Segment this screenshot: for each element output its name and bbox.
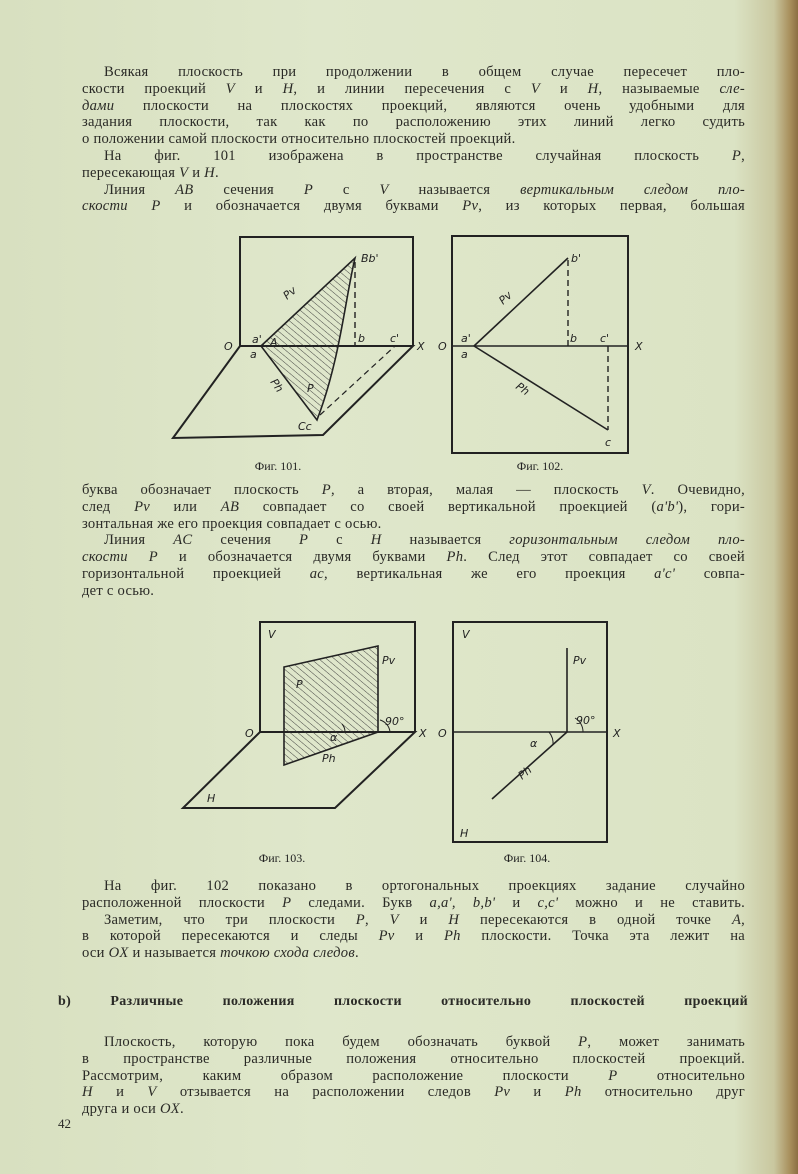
fig101-caption: Фиг. 101.	[254, 459, 302, 473]
text-segment: , вертикальная же его проекция	[324, 565, 655, 582]
fig101-label-p: P	[307, 382, 314, 395]
fig103-label-o: O	[245, 727, 254, 740]
text-segment: . След этот совпадает со своей	[463, 549, 745, 566]
text-segment: . Очевидно,	[650, 482, 745, 498]
text-segment: Линия	[104, 532, 174, 549]
text-segment: , а вторая, малая — плоскость	[330, 482, 642, 498]
italic-text: дами	[82, 97, 115, 114]
italic-text: скости P	[82, 198, 161, 215]
text-segment: дет с осью.	[82, 582, 155, 599]
text-segment: пересекаются в одной точке	[459, 911, 732, 928]
italic-text: H	[370, 532, 382, 549]
fig104-label-x: X	[613, 727, 621, 740]
fig103-label-h: H	[207, 792, 216, 805]
fig101-label-bb: Bb'	[361, 252, 379, 265]
italic-text: H	[448, 911, 460, 928]
italic-text: V	[225, 80, 235, 97]
text-segment: и	[188, 164, 205, 181]
italic-text: P	[578, 1034, 588, 1050]
fig104-label-o: O	[438, 727, 447, 740]
text-segment: скости проекций	[82, 80, 226, 97]
fig101-label-a: a	[250, 348, 257, 361]
text-segment: расположенной плоскости	[82, 894, 283, 911]
text-segment: сечения	[193, 181, 304, 198]
fig102-label-c: c	[605, 436, 612, 449]
italic-text: Pv	[462, 198, 479, 215]
italic-text: P	[303, 181, 314, 198]
italic-text: H	[82, 1084, 93, 1101]
italic-text: AC	[173, 532, 193, 549]
italic-text: Pv	[494, 1084, 511, 1101]
italic-text: V	[389, 911, 399, 928]
fig101-label-pv: Pv	[280, 283, 300, 303]
italic-text: ac	[309, 565, 325, 582]
text-segment: следами. Букв	[291, 894, 430, 911]
text-segment: горизонтальной проекцией	[82, 565, 310, 582]
italic-text: V	[179, 164, 189, 181]
italic-text: P	[321, 482, 331, 498]
fig104-label-alpha: α	[530, 737, 538, 750]
fig104-label-ph: Ph	[515, 763, 535, 783]
italic-text: V	[641, 482, 651, 498]
italic-text: c,c'	[537, 894, 559, 911]
fig104-caption: Фиг. 104.	[503, 851, 551, 865]
fig104-label-90deg: 90°	[576, 714, 596, 727]
fig101-label-c-prime: c'	[390, 332, 400, 345]
italic-text: точкою схода следов	[220, 945, 355, 962]
text-segment: относительно	[617, 1067, 745, 1084]
italic-text: H	[204, 164, 215, 181]
fig102-label-x: X	[635, 340, 643, 353]
fig102-label-b: b	[570, 332, 577, 345]
text-segment: ), гори-	[678, 498, 746, 515]
text-segment: называется	[381, 532, 510, 549]
italic-text: AB	[175, 181, 194, 198]
fig101-label-A: A	[270, 336, 278, 349]
fig103-label-x: X	[419, 727, 427, 740]
text-segment: и	[398, 911, 449, 928]
fig103-label-alpha: α	[330, 731, 338, 744]
italic-text: a,a', b,b'	[429, 894, 496, 911]
fig102-label-o: O	[438, 340, 447, 353]
fig103-label-p: P	[296, 678, 303, 691]
italic-text: горизонтальным следом пло-	[509, 532, 745, 549]
figure-103	[183, 622, 415, 808]
text-segment: ,	[741, 147, 745, 164]
fig102-caption: Фиг. 102.	[516, 459, 564, 473]
figure-101	[173, 237, 413, 438]
italic-text: V	[530, 80, 541, 97]
text-segment: , из которых первая, большая	[478, 198, 745, 215]
text-segment: называется	[388, 181, 521, 198]
text-segment: ,	[741, 911, 746, 928]
fig102-label-c-prime: c'	[600, 332, 610, 345]
text-segment: На фиг. 102 показано в ортогональных проекциях задание случайно	[104, 878, 745, 894]
fig101-label-x: X	[417, 340, 425, 353]
italic-text: P	[731, 147, 742, 164]
italic-text: Ph	[444, 928, 461, 945]
fig104-label-v: V	[462, 628, 470, 641]
text-segment: ,	[364, 911, 390, 928]
italic-text: P	[298, 532, 309, 549]
text-segment: Линия	[104, 181, 176, 198]
text-segment: относительно друг	[581, 1084, 746, 1101]
text-segment: в которой пересекаются и следы	[82, 928, 379, 945]
text-segment: и	[510, 1084, 565, 1101]
fig102-label-a-prime: a'	[461, 332, 471, 345]
fig101-label-a-prime: a'	[252, 333, 262, 346]
text-segment: и	[92, 1084, 148, 1101]
text-segment: о положении самой плоскости относительно плоскостей проекций.	[82, 131, 516, 148]
italic-text: Pv	[134, 498, 150, 515]
text-segment: в пространстве различные положения относительно плоскостей проекций.	[82, 1050, 745, 1067]
text-segment: с	[308, 532, 371, 549]
text-segment: и	[540, 80, 588, 97]
italic-text: P	[355, 911, 365, 928]
text-segment: след	[82, 498, 135, 515]
italic-text: OX	[108, 945, 129, 962]
italic-text: AB	[220, 498, 240, 515]
text-segment: с	[313, 181, 380, 198]
fig103-label-90deg: 90°	[385, 715, 405, 728]
text-segment: зонтальная же его проекция совпадает с осью.	[82, 515, 382, 532]
italic-text: Ph	[564, 1084, 582, 1101]
fig102-label-b-prime: b'	[571, 252, 582, 265]
text-segment: На фиг. 101 изображена в пространстве случайная плоскость	[104, 147, 732, 164]
italic-text: OX	[160, 1101, 180, 1118]
italic-text: P	[608, 1067, 618, 1084]
text-segment: Плоскость, которую пока будем обозначать буквой	[104, 1034, 579, 1050]
text-segment: задания плоскости, так как по расположению этих линий легко судить	[82, 114, 745, 131]
italic-text: a'b'	[656, 498, 679, 515]
italic-text: a'c'	[654, 565, 676, 582]
italic-text: V	[147, 1084, 157, 1101]
section-heading: b) Различные положения плоскости относительно плоскостей проекций	[58, 994, 748, 1009]
text-segment: и называется	[128, 945, 221, 962]
text-segment: плоскости. Точка эта лежит на	[460, 928, 746, 945]
fig103-label-pv: Pv	[382, 654, 396, 667]
italic-text: P	[282, 894, 292, 911]
text-segment: , называемые	[598, 80, 720, 97]
text-segment: сечения	[192, 532, 299, 549]
italic-text: вертикальным следом пло-	[520, 181, 745, 198]
text-segment: совпа-	[675, 565, 746, 582]
text-segment: оси	[82, 945, 109, 962]
text-segment: или	[149, 498, 221, 515]
text-segment: и	[495, 894, 538, 911]
italic-text: H	[282, 80, 294, 97]
text-segment: и обозначается двумя буквами	[160, 198, 463, 215]
text-segment: можно и не ставить.	[558, 894, 745, 911]
text-segment: , может занимать	[587, 1034, 745, 1050]
fig104-label-pv: Pv	[573, 654, 587, 667]
italic-text: H	[587, 80, 599, 97]
fig103-label-ph: Ph	[322, 752, 336, 765]
fig103-caption: Фиг. 103.	[258, 851, 306, 865]
text-segment: , и линии пересечения с	[293, 80, 531, 97]
text-segment: пересекающая	[82, 164, 180, 181]
fig102-label-ph: Ph	[513, 379, 532, 399]
text-segment: .	[179, 1101, 184, 1118]
text-segment: Рассмотрим, каким образом расположение плоскости	[82, 1067, 609, 1084]
fig101-label-o: O	[224, 340, 233, 353]
page-number: 42	[58, 1116, 71, 1131]
text-segment: отзывается на расположении следов	[156, 1084, 495, 1101]
text-segment: .	[354, 945, 359, 962]
italic-text: Pv	[378, 928, 395, 945]
fig102-label-a: a	[461, 348, 468, 361]
fig101-label-b: b	[358, 332, 365, 345]
fig102-label-pv: Pv	[496, 288, 515, 308]
text-segment: друга и оси	[82, 1101, 160, 1118]
italic-text: Ph	[446, 549, 464, 566]
text-segment: Заметим, что три плоскости	[104, 911, 356, 928]
fig101-label-ph: Ph	[267, 376, 286, 395]
text-segment: плоскости на плоскостях проекций, являются очень удобными для	[114, 97, 745, 114]
fig103-label-v: V	[268, 628, 276, 641]
italic-text: A	[731, 911, 742, 928]
italic-text: V	[379, 181, 389, 198]
italic-text: скости P	[82, 549, 158, 566]
fig101-label-cc: Cc	[298, 420, 312, 433]
fig104-label-h: H	[460, 827, 469, 840]
italic-text: сле-	[719, 80, 745, 97]
text-segment: и	[234, 80, 283, 97]
text-segment: совпадает со своей вертикальной проекцией (	[239, 498, 657, 515]
text-segment: буква обозначает плоскость	[82, 482, 322, 498]
text-segment: Всякая плоскость при продолжении в общем случае пересечет пло-	[104, 64, 745, 80]
text-segment: и	[394, 928, 444, 945]
text-segment: и обозначается двумя буквами	[157, 549, 447, 566]
text-segment: .	[214, 164, 219, 181]
